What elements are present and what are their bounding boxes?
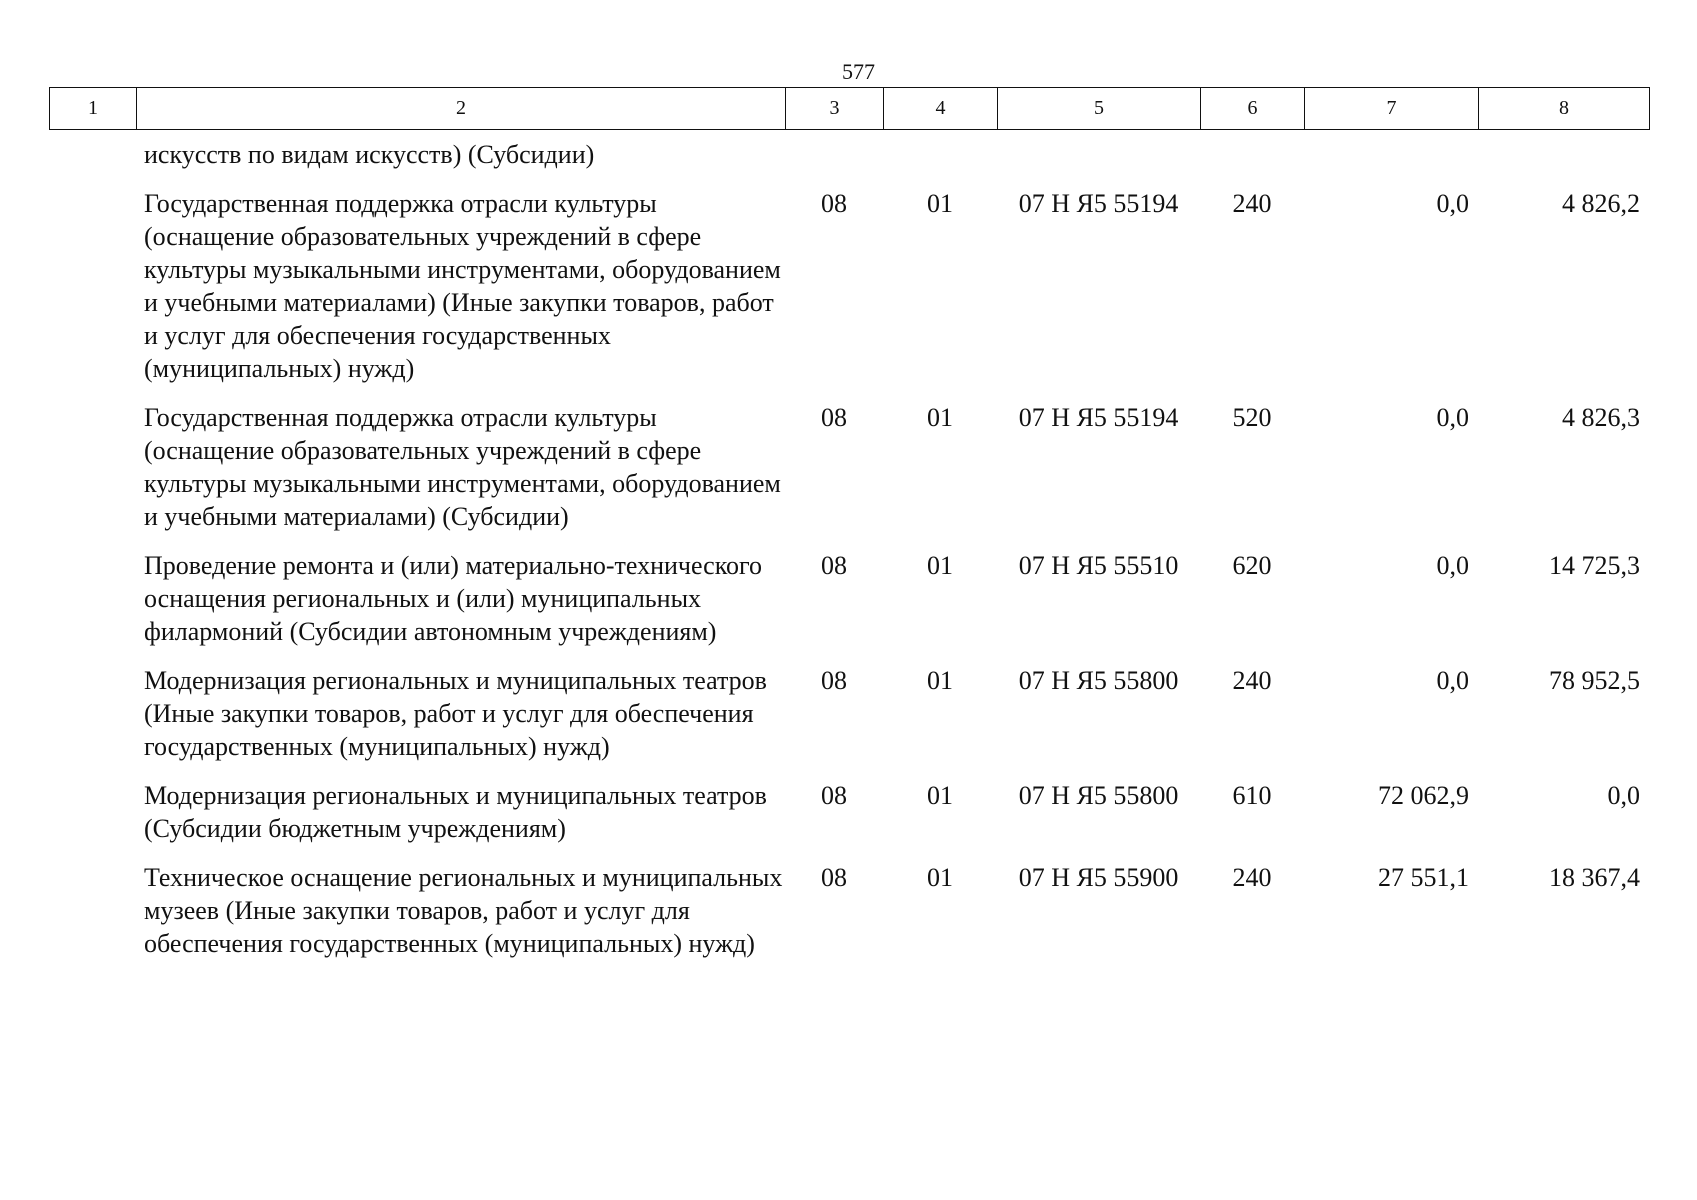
row-expense-type-code: 240 bbox=[1232, 189, 1272, 218]
row-amount-col7: 0,0 bbox=[1436, 666, 1470, 695]
budget-table-body bbox=[49, 138, 1649, 976]
row-subsection-code: 01 bbox=[927, 666, 954, 695]
header-cell-7: 7 bbox=[1305, 88, 1479, 130]
row-target-article-code: 07 Н Я5 55800 bbox=[1018, 781, 1179, 810]
row-expense-type-code: 610 bbox=[1232, 781, 1272, 810]
row-expense-type-code: 240 bbox=[1232, 666, 1272, 695]
table-row bbox=[49, 779, 1649, 861]
column-number-header bbox=[49, 87, 1650, 130]
row-subsection-code: 01 bbox=[927, 189, 954, 218]
header-cell-6: 6 bbox=[1201, 88, 1305, 130]
continuation-row bbox=[49, 138, 1649, 187]
row-section-code: 08 bbox=[821, 666, 848, 695]
row-target-article-code: 07 Н Я5 55900 bbox=[1018, 863, 1179, 892]
row-amount-col8: 78 952,5 bbox=[1549, 666, 1641, 695]
header-row bbox=[50, 88, 1650, 130]
row-target-article-code: 07 Н Я5 55800 bbox=[1018, 666, 1179, 695]
row-section-code: 08 bbox=[821, 189, 848, 218]
table-row bbox=[49, 664, 1649, 779]
row-amount-col8: 18 367,4 bbox=[1549, 863, 1641, 892]
row-subsection-code: 01 bbox=[927, 781, 954, 810]
row-amount-col8: 4 826,3 bbox=[1562, 403, 1641, 432]
row-section-code: 08 bbox=[821, 403, 848, 432]
page-number: 577 bbox=[842, 59, 875, 84]
row-subsection-code: 01 bbox=[927, 551, 954, 580]
continuation-text: искусств по видам искусств) (Субсидии) bbox=[144, 140, 595, 169]
table-row bbox=[49, 549, 1649, 664]
row-section-code: 08 bbox=[821, 863, 848, 892]
row-section-code: 08 bbox=[821, 551, 848, 580]
row-description: Государственная поддержка отрасли культуры (оснащение образовательных учреждений в сфере культуры музыкальными инструментами, оборудованием и учебными материалами) (Субсидии) bbox=[144, 403, 781, 531]
header-cell-8: 8 bbox=[1479, 88, 1650, 130]
row-description: Модернизация региональных и муниципальных театров (Иные закупки товаров, работ и услуг для обеспечения государственных (муниципальных) нужд) bbox=[144, 666, 767, 761]
header-cell-3: 3 bbox=[786, 88, 884, 130]
row-target-article-code: 07 Н Я5 55194 bbox=[1018, 189, 1179, 218]
row-expense-type-code: 520 bbox=[1232, 403, 1272, 432]
row-amount-col8: 4 826,2 bbox=[1562, 189, 1641, 218]
row-target-article-code: 07 Н Я5 55510 bbox=[1018, 551, 1179, 580]
row-amount-col7: 0,0 bbox=[1436, 551, 1470, 580]
table-row bbox=[49, 401, 1649, 549]
row-subsection-code: 01 bbox=[927, 403, 954, 432]
row-amount-col8: 0,0 bbox=[1607, 781, 1641, 810]
row-description: Государственная поддержка отрасли культуры (оснащение образовательных учреждений в сфере культуры музыкальными инструментами, оборудованием и учебными материалами) (Иные закупки товаров, работ и услуг для обеспечения государственных (муниципальных) нужд) bbox=[144, 189, 781, 383]
row-target-article-code: 07 Н Я5 55194 bbox=[1018, 403, 1179, 432]
row-subsection-code: 01 bbox=[927, 863, 954, 892]
header-cell-5: 5 bbox=[998, 88, 1201, 130]
row-section-code: 08 bbox=[821, 781, 848, 810]
table-row bbox=[49, 861, 1649, 976]
header-cell-2: 2 bbox=[137, 88, 786, 130]
header-cell-1: 1 bbox=[50, 88, 137, 130]
table-row bbox=[49, 187, 1649, 401]
row-description: Техническое оснащение региональных и муниципальных музеев (Иные закупки товаров, работ и услуг для обеспечения государственных (муниципальных) нужд) bbox=[144, 863, 783, 958]
row-expense-type-code: 240 bbox=[1232, 863, 1272, 892]
row-amount-col7: 0,0 bbox=[1436, 189, 1470, 218]
row-amount-col7: 27 551,1 bbox=[1378, 863, 1470, 892]
row-expense-type-code: 620 bbox=[1232, 551, 1272, 580]
row-description: Модернизация региональных и муниципальных театров (Субсидии бюджетным учреждениям) bbox=[144, 781, 767, 843]
row-amount-col7: 72 062,9 bbox=[1378, 781, 1470, 810]
header-cell-4: 4 bbox=[884, 88, 998, 130]
row-amount-col7: 0,0 bbox=[1436, 403, 1470, 432]
row-amount-col8: 14 725,3 bbox=[1549, 551, 1641, 580]
row-description: Проведение ремонта и (или) материально-технического оснащения региональных и (или) муниципальных филармоний (Субсидии автономным учреждениям) bbox=[144, 551, 763, 646]
